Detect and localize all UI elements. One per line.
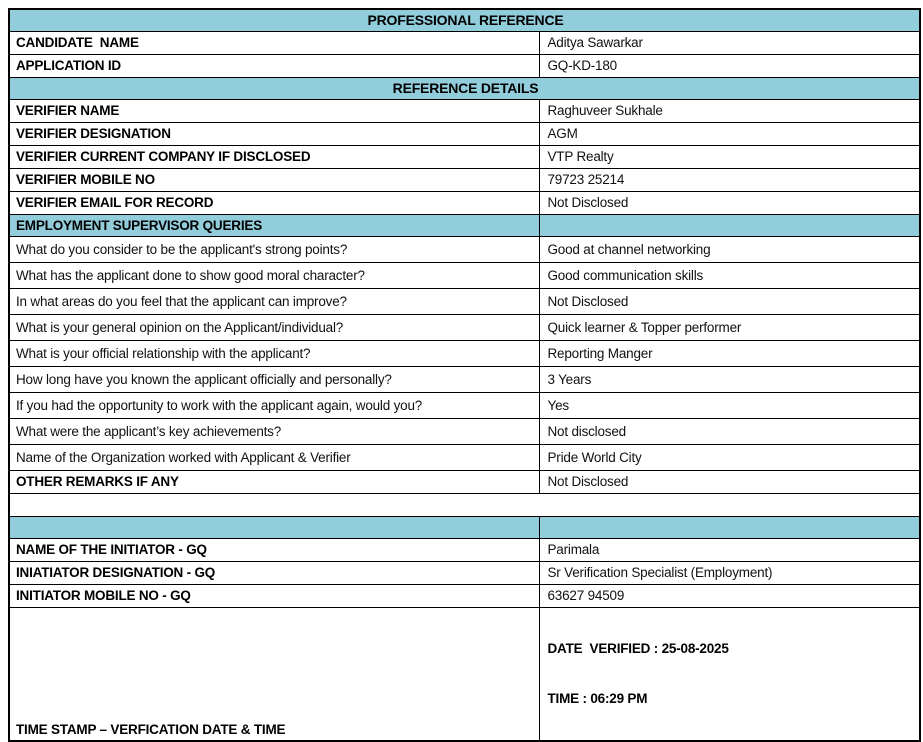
query-question: If you had the opportunity to work with the applicant again, would you? — [9, 392, 539, 418]
verifier-mobile-label: VERIFIER MOBILE NO — [9, 168, 539, 191]
date-verified-line: DATE VERIFIED : 25-08-2025 — [547, 640, 729, 656]
professional-reference-title: PROFESSIONAL REFERENCE — [9, 9, 920, 31]
supervisor-queries-title-spacer-cell — [539, 214, 920, 236]
query-question: What is your official relationship with the applicant? — [9, 340, 539, 366]
initiator-name-label: NAME OF THE INITIATOR - GQ — [9, 538, 539, 561]
table-row — [9, 77, 920, 99]
other-remarks-label: OTHER REMARKS IF ANY — [9, 470, 539, 493]
table-row — [9, 99, 920, 122]
query-row — [9, 366, 920, 392]
query-answer: Good at channel networking — [539, 236, 920, 262]
table-row — [9, 214, 920, 236]
initiator-mobile-value: 63627 94509 — [539, 584, 920, 607]
timestamp-label: TIME STAMP – VERFICATION DATE & TIME — [9, 607, 539, 741]
teal-spacer-cell-right — [539, 516, 920, 538]
query-question: What were the applicant’s key achievements? — [9, 418, 539, 444]
initiator-mobile-label: INITIATOR MOBILE NO - GQ — [9, 584, 539, 607]
verifier-company-value: VTP Realty — [539, 145, 920, 168]
supervisor-queries-title: EMPLOYMENT SUPERVISOR QUERIES — [9, 214, 539, 236]
table-row — [9, 470, 920, 493]
query-answer: Pride World City — [539, 444, 920, 470]
teal-spacer-cell-left — [9, 516, 539, 538]
verifier-designation-label: VERIFIER DESIGNATION — [9, 122, 539, 145]
initiator-designation-value: Sr Verification Specialist (Employment) — [539, 561, 920, 584]
candidate-name-label: CANDIDATE NAME — [9, 31, 539, 54]
table-row — [9, 561, 920, 584]
initiator-designation-label: INIATIATOR DESIGNATION - GQ — [9, 561, 539, 584]
query-row — [9, 392, 920, 418]
query-row — [9, 340, 920, 366]
verifier-designation-value: AGM — [539, 122, 920, 145]
query-answer: Good communication skills — [539, 262, 920, 288]
table-row — [9, 191, 920, 214]
table-row — [9, 9, 920, 31]
verifier-name-label: VERIFIER NAME — [9, 99, 539, 122]
query-answer: Reporting Manger — [539, 340, 920, 366]
initiator-name-value: Parimala — [539, 538, 920, 561]
query-question: What do you consider to be the applicant's strong points? — [9, 236, 539, 262]
query-answer: Quick learner & Topper performer — [539, 314, 920, 340]
table-row — [9, 54, 920, 77]
time-verified-line: TIME : 06:29 PM — [547, 690, 648, 706]
query-answer: 3 Years — [539, 366, 920, 392]
table-row — [9, 31, 920, 54]
timestamp-row — [9, 607, 920, 741]
reference-details-title: REFERENCE DETAILS — [9, 77, 920, 99]
query-answer: Not disclosed — [539, 418, 920, 444]
candidate-name-value: Aditya Sawarkar — [539, 31, 920, 54]
query-question: What is your general opinion on the Applicant/individual? — [9, 314, 539, 340]
table-row — [9, 168, 920, 191]
teal-spacer-row — [9, 516, 920, 538]
query-row — [9, 418, 920, 444]
professional-reference-table — [8, 8, 921, 742]
verifier-email-value: Not Disclosed — [539, 191, 920, 214]
verifier-company-label: VERIFIER CURRENT COMPANY IF DISCLOSED — [9, 145, 539, 168]
table-row — [9, 145, 920, 168]
application-id-value: GQ-KD-180 — [539, 54, 920, 77]
query-row — [9, 444, 920, 470]
table-row — [9, 122, 920, 145]
query-row — [9, 314, 920, 340]
query-question: What has the applicant done to show good moral character? — [9, 262, 539, 288]
timestamp-value — [539, 607, 920, 741]
application-id-label: APPLICATION ID — [9, 54, 539, 77]
query-answer: Yes — [539, 392, 920, 418]
query-row — [9, 236, 920, 262]
query-row — [9, 288, 920, 314]
query-row — [9, 262, 920, 288]
query-answer: Not Disclosed — [539, 288, 920, 314]
table-row — [9, 538, 920, 561]
query-question: Name of the Organization worked with Applicant & Verifier — [9, 444, 539, 470]
table-row — [9, 584, 920, 607]
query-question: In what areas do you feel that the applicant can improve? — [9, 288, 539, 314]
query-question: How long have you known the applicant officially and personally? — [9, 366, 539, 392]
verifier-name-value: Raghuveer Sukhale — [539, 99, 920, 122]
other-remarks-value: Not Disclosed — [539, 470, 920, 493]
verifier-email-label: VERIFIER EMAIL FOR RECORD — [9, 191, 539, 214]
blank-spacer-row — [9, 493, 920, 516]
verifier-mobile-value: 79723 25214 — [539, 168, 920, 191]
blank-spacer-cell — [9, 493, 920, 516]
